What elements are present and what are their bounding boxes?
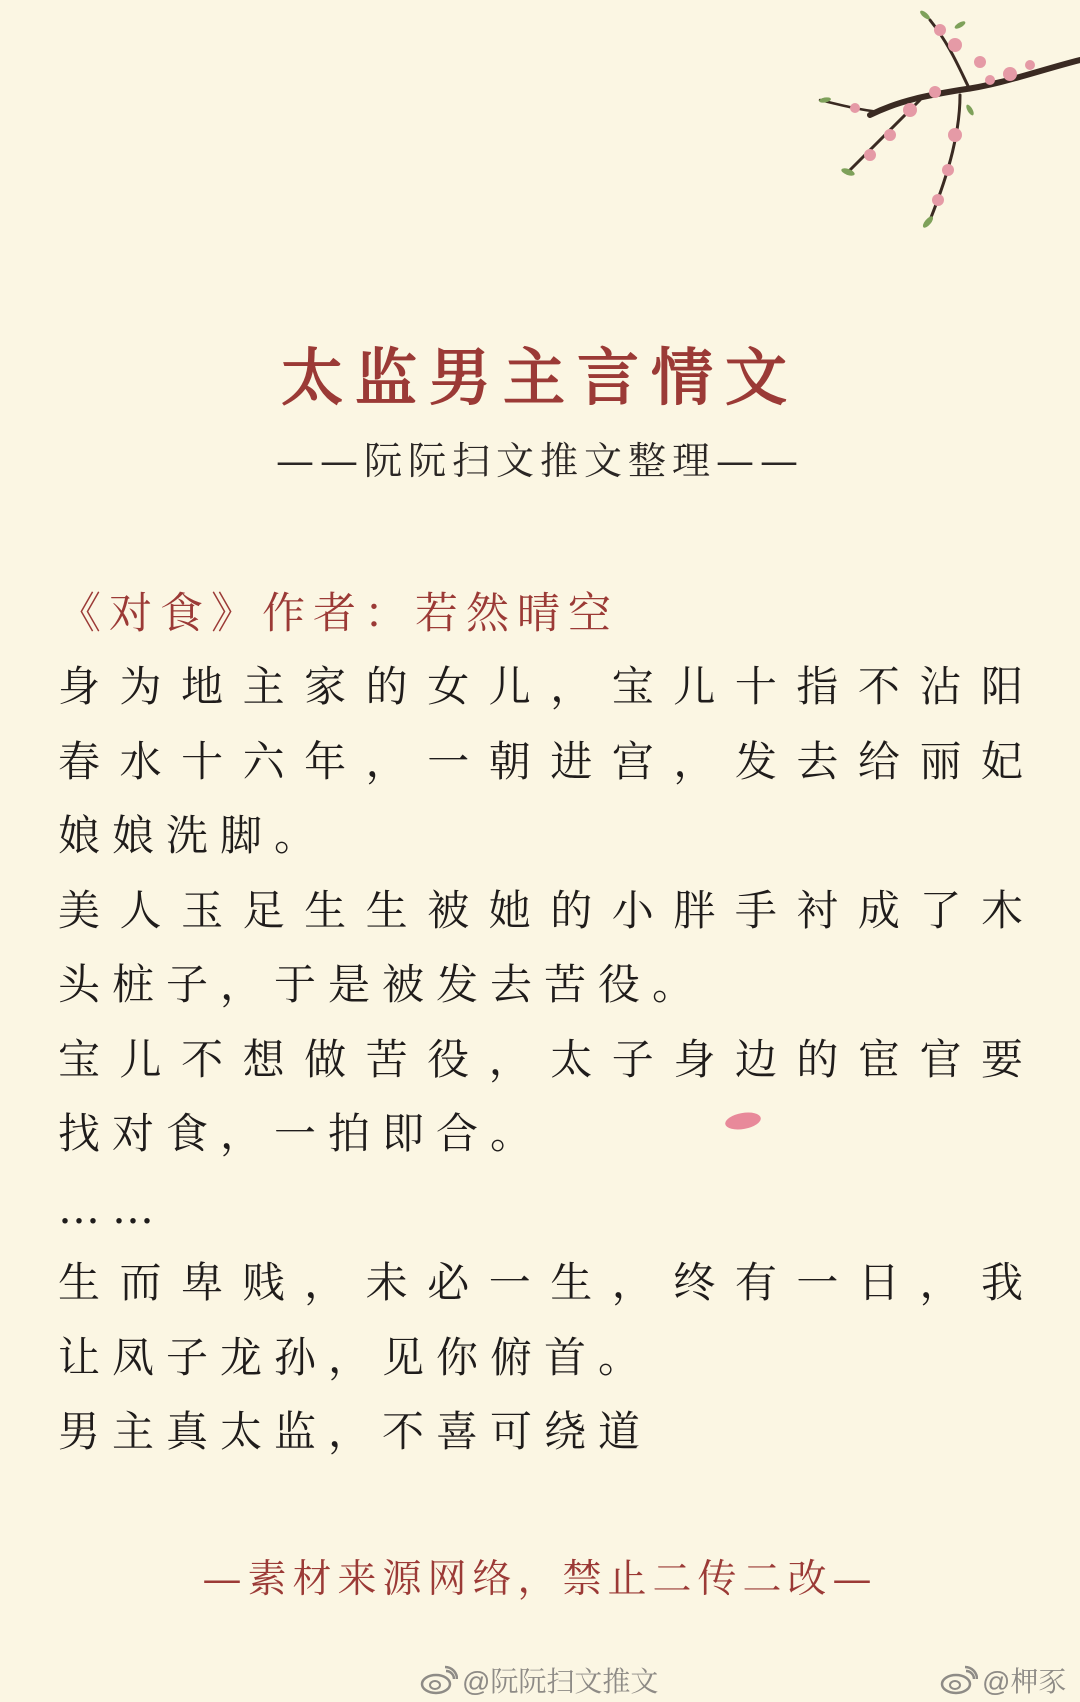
page-subtitle: ——阮阮扫文推文整理——	[275, 439, 804, 483]
watermark-right	[940, 1660, 1066, 1700]
book-heading: 《对食》作者：若然晴空	[58, 589, 619, 639]
synopsis-line: 宝儿不想做苦役，太子身边的宦官要	[58, 1034, 1023, 1084]
synopsis	[58, 650, 1023, 1470]
synopsis-line: 让凤子龙孙，见你俯首。	[58, 1332, 653, 1382]
petal-icon	[723, 1110, 763, 1132]
watermark-left-text: @阮阮扫文推文	[462, 1666, 659, 1697]
page-title: 太监男主言情文	[280, 341, 799, 414]
weibo-icon	[940, 1665, 978, 1695]
synopsis-line: 娘娘洗脚。	[58, 811, 329, 860]
watermark-right-text: @柙豕	[982, 1666, 1067, 1697]
synopsis-line: ……	[58, 1183, 166, 1233]
synopsis-line: 男主真太监，不喜可绕道	[58, 1407, 653, 1456]
weibo-icon	[420, 1665, 458, 1695]
synopsis-line: 春水十六年，一朝进宫，发去给丽妃	[58, 736, 1023, 786]
watermark-left	[420, 1660, 658, 1700]
synopsis-line: 找对食，一拍即合。	[58, 1109, 545, 1158]
footer-note: —素材来源网络，禁止二传二改—	[202, 1557, 878, 1602]
synopsis-line: 美人玉足生生被她的小胖手衬成了木	[58, 885, 1023, 935]
synopsis-line: 身为地主家的女儿，宝儿十指不沾阳	[58, 662, 1023, 711]
synopsis-line: 生而卑贱，未必一生，终有一日，我	[58, 1258, 1023, 1307]
plum-blossom-branch-icon	[760, 0, 1080, 250]
synopsis-line: 头桩子，于是被发去苦役。	[58, 960, 707, 1009]
